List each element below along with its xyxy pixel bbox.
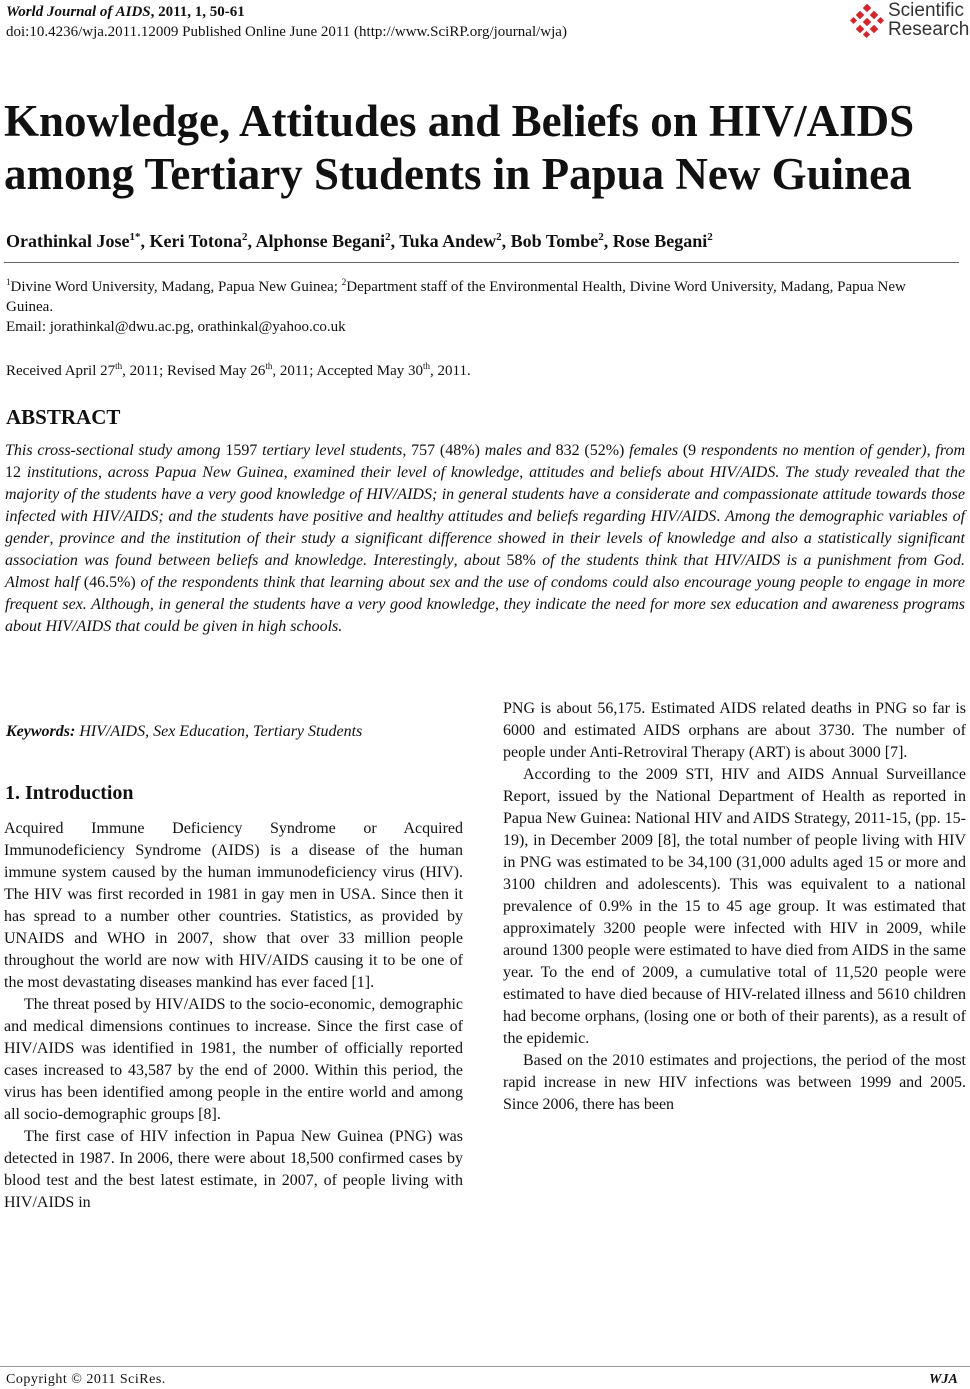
logo-text	[888, 1, 969, 39]
received-dates	[6, 356, 471, 381]
abstract-segment: ,	[149, 596, 159, 613]
paper-title	[4, 95, 964, 201]
keywords	[6, 723, 362, 741]
ordinal-suffix: th	[115, 361, 123, 371]
author-affil-marker: 1*	[129, 231, 141, 243]
author-affil-marker: 2	[496, 231, 502, 243]
footer-divider	[0, 1366, 970, 1367]
title-line-1: Knowledge, Attitudes and Beliefs on HIV/AIDS	[4, 96, 915, 146]
author-list	[6, 231, 713, 252]
abstract-segment: ,	[453, 552, 464, 569]
abstract-segment: respondents no mention of gender)	[700, 442, 927, 459]
ordinal-suffix: th	[265, 361, 273, 371]
author-name: Rose Begani	[612, 231, 708, 251]
copyright: Copyright © 2011 SciRes.	[6, 1372, 166, 1387]
abstract-segment: .	[716, 508, 725, 525]
affil-marker-1: 1	[6, 277, 11, 287]
author-separator: ,	[603, 231, 613, 251]
author-separator: ,	[247, 231, 256, 251]
abstract-segment: tertiary level students	[257, 442, 403, 459]
abstract-segment: ,	[495, 596, 504, 613]
abstract-segment: from	[935, 442, 966, 459]
author-name: Keri Totona	[149, 231, 243, 251]
paragraph: PNG is about 56,175. Estimated AIDS related deaths in PNG so far is 6000 and estimated AIDS orphans are about 3730. The number of people under Anti-Retroviral Therapy (ART) is about 3000 [7].	[503, 700, 966, 761]
abstract-segment: attitudes and beliefs about HIV/AIDS. The study revealed that the majority of the students have a very good knowledge of HIV/AIDS; in general students have a considerate and compassionate attitude towards those infected with HIV/AIDS; and the students have positive and healthy attitudes and beliefs regarding HIV/AIDS	[5, 464, 966, 525]
abstract-segment: ,	[97, 464, 108, 481]
contact-email: Email: jorathinkal@dwu.ac.pg, orathinkal@yahoo.co.uk	[6, 319, 346, 335]
year-text: , 2011.	[430, 363, 471, 379]
affil-1: Divine Word University, Madang, Papua New Guinea;	[10, 279, 342, 295]
abstract-segment: they indicate the need for more sex education and awareness programs about HIV/AIDS that could be given in high schools.	[5, 596, 966, 635]
scientific-research-logo-icon	[850, 4, 884, 38]
received-text: Received April 27	[6, 363, 116, 379]
abstract-segment: of the respondents think that learning about sex and the use of condoms could also encourage young people to engage in more frequent sex. Although	[5, 574, 965, 613]
affiliations	[6, 272, 956, 317]
body-column-left	[4, 818, 463, 1214]
abstract-segment: in general the students have a very good knowledge	[158, 596, 496, 613]
journal-name: World Journal of AIDS	[6, 4, 151, 20]
author-affil-marker: 2	[707, 231, 713, 243]
keywords-colon: :	[70, 723, 80, 740]
body-column-right	[503, 698, 966, 1116]
abstract-segment: , 757 (48%)	[402, 442, 485, 459]
abstract-segment: examined their level of knowledge	[293, 464, 520, 481]
keywords-label: Keywords	[6, 723, 70, 740]
abstract-segment: males and	[484, 442, 556, 459]
accepted-text: , 2011; Accepted May 30	[272, 363, 424, 379]
abstract-segment: (9	[682, 442, 701, 459]
abstract-segment: 832 (52%)	[555, 442, 630, 459]
abstract-segment: ,	[519, 464, 530, 481]
abstract-segment: ,	[283, 464, 294, 481]
paragraph: Acquired Immune Deficiency Syndrome or Acquired Immunodeficiency Syndrome (AIDS) is a disease of the human immune system caused by the human immunodeficiency virus (HIV). The HIV was first recorded in 1981 in gay men in USA. Since then it has spread to a number other countries. Statistics, as provided by UNAIDS and WHO in 2007, show that over 33 million people throughout the world are now with HIV/AIDS causing it to be one of the most devastating diseases mankind has ever faced [1].	[4, 820, 463, 991]
author-separator: ,	[501, 231, 511, 251]
abstract-segment: about	[463, 552, 507, 569]
keywords-items: HIV/AIDS, Sex Education, Tertiary Students	[79, 723, 363, 740]
abstract-segment: province and the institution of their study a significant difference showed in their levels of knowledge and also a statistically significant association was found between beliefs and knowledge. Interestingly	[5, 530, 966, 569]
logo-line-1: Scientific	[888, 0, 965, 21]
journal-citation	[6, 4, 245, 21]
revised-text: , 2011; Revised May 26	[122, 363, 266, 379]
abstract-heading: ABSTRACT	[6, 405, 121, 429]
abstract-segment: ,	[49, 530, 60, 547]
header-divider	[4, 262, 959, 263]
paragraph: Based on the 2010 estimates and projections, the period of the most rapid increase in new HIV infections was between 1999 and 2005. Since 2006, there has been	[503, 1052, 966, 1113]
author-separator: ,	[390, 231, 400, 251]
abstract-segment: This cross-sectional study among	[5, 442, 226, 459]
abstract-segment: 1597	[225, 442, 258, 459]
abstract-segment: 58%	[506, 552, 543, 569]
author-name: Bob Tombe	[510, 231, 599, 251]
abstract-segment: of the students think that HIV/AIDS is a punishment from God. Almost half	[5, 552, 965, 591]
paragraph: The first case of HIV infection in Papua New Guinea (PNG) was detected in 1987. In 2006, there were about 18,500 confirmed cases by blood test and the best latest estimate, in 2007, of people living with HIV/AIDS in	[4, 1128, 463, 1211]
abstract-segment: (46.5%)	[83, 574, 141, 591]
abstract-segment: Among the demographic variables of gender	[5, 508, 966, 547]
author-name: Tuka Andew	[399, 231, 497, 251]
journal-abbreviation: WJA	[929, 1372, 958, 1387]
abstract-body	[5, 440, 965, 638]
abstract-segment: institutions	[26, 464, 98, 481]
ordinal-suffix: th	[423, 361, 431, 371]
logo-line-2: Research	[888, 19, 970, 40]
section-heading: 1. Introduction	[5, 782, 134, 804]
abstract-segment: 12	[5, 464, 27, 481]
abstract-segment: females	[629, 442, 683, 459]
doi-line: doi:10.4236/wja.2011.12009 Published Online June 2011 (http://www.SciRP.org/journal/wja)	[6, 24, 567, 40]
author-separator: ,	[140, 231, 150, 251]
volume-info: , 2011, 1, 50-61	[150, 4, 245, 20]
affil-2: Department staff of the Environmental Health, Divine Word University, Madang, Papua New Guinea.	[6, 279, 906, 315]
author-affil-marker: 2	[242, 231, 248, 243]
author-affil-marker: 2	[598, 231, 604, 243]
title-line-2: among Tertiary Students in Papua New Guinea	[4, 149, 912, 199]
author-name: Orathinkal Jose	[6, 231, 130, 251]
author-affil-marker: 2	[385, 231, 391, 243]
abstract-segment: ,	[926, 442, 936, 459]
paragraph: The threat posed by HIV/AIDS to the socio-economic, demographic and medical dimensions continues to increase. Since the first case of HIV/AIDS was identified in 1981, the number of officially reported cases increased to 43,587 by the end of 2000. Within this period, the virus has been identified among people in the entire world and among all socio-demographic groups [8].	[4, 996, 463, 1123]
affil-marker-2: 2	[341, 277, 347, 287]
publisher-logo	[850, 0, 968, 44]
abstract-segment: across Papua New Guinea	[107, 464, 284, 481]
paragraph: According to the 2009 STI, HIV and AIDS Annual Surveillance Report, issued by the National Department of Health as reported in Papua New Guinea: National HIV and AIDS Strategy, 2011-15, (pp. 15-19), in December 2009 [8], the total number of people living with HIV in PNG was estimated to be 34,100 (31,000 adults aged 15 or more and 3100 children and adolescents). This was equivalent to a national prevalence of 0.9% in the 15 to 45 age group. It was estimated that approximately 3200 people were infected with HIV in 2009, while around 1300 people were estimated to have died from AIDS in the same year. To the end of 2009, a cumulative total of 11,520 people were estimated to have died because of HIV-related illness and 5610 children had become orphans, (losing one or both of their parents), as a result of the epidemic.	[503, 766, 966, 1047]
author-name: Alphonse Begani	[255, 231, 386, 251]
